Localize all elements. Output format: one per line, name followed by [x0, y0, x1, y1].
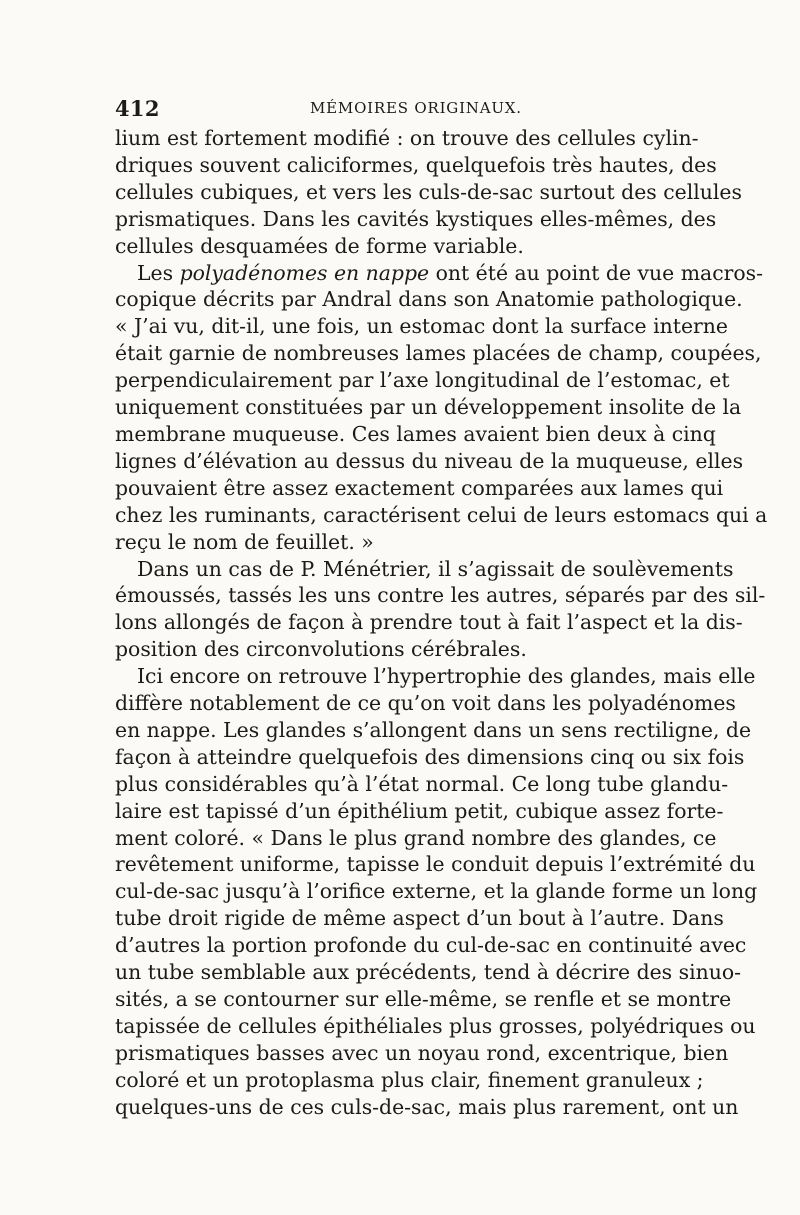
text-line: « J’ai vu, dit-il, une fois, un estomac dont la surface interne — [115, 314, 728, 339]
text-line: coloré et un protoplasma plus clair, finement granuleux ; — [115, 1067, 704, 1092]
paragraph-4 — [115, 663, 758, 1120]
page-number: 412 — [115, 96, 160, 121]
paragraph-2 — [115, 260, 768, 556]
running-head — [115, 96, 685, 122]
running-title: MÉMOIRES ORIGINAUX. — [310, 99, 522, 117]
text-line: prismatiques basses avec un noyau rond, excentrique, bien — [115, 1040, 729, 1065]
text-run: Les — [137, 260, 174, 285]
text-line: diffère notablement de ce qu’on voit dans les polyadénomes — [115, 691, 736, 716]
text-line: cul-de-sac jusqu’à l’orifice externe, et la glande forme un long — [115, 879, 758, 904]
text-line: chez les ruminants, caractérisent celui de leurs estomacs qui a — [115, 502, 768, 527]
text-line: lons allongés de façon à prendre tout à fait l’aspect et la dis- — [115, 610, 743, 635]
paragraph-3 — [115, 556, 766, 664]
text-line: prismatiques. Dans les cavités kystiques elles-mêmes, des — [115, 206, 717, 231]
text-line: uniquement constituées par un développement insolite de la — [115, 395, 742, 420]
text-line: position des circonvolutions cérébrales. — [115, 637, 527, 662]
text-line: tube droit rigide de même aspect d’un bout à l’autre. Dans — [115, 906, 724, 931]
text-line: cellules desquamées de forme variable. — [115, 233, 524, 258]
text-line: laire est tapissé d’un épithélium petit, cubique assez forte- — [115, 798, 724, 823]
text-line: cellules cubiques, et vers les culs-de-sac surtout des cellules — [115, 179, 742, 204]
book-page — [115, 96, 768, 1121]
text-line — [115, 260, 764, 287]
text-line: Ici encore on retrouve l’hypertrophie des glandes, mais elle — [137, 664, 756, 689]
text-line: tapissée de cellules épithéliales plus grosses, polyédriques ou — [115, 1013, 756, 1038]
italic-term: polyadénomes en nappe — [179, 260, 430, 285]
text-line: lium est fortement modifié : on trouve des cellules cylin- — [115, 126, 699, 150]
text-line: driques souvent caliciformes, quelquefois très hautes, des — [115, 152, 717, 177]
text-line: copique décrits par Andral dans son Anatomie pathologique. — [115, 287, 743, 312]
body-text — [115, 125, 768, 1121]
text-line: sités, a se contourner sur elle-même, se renfle et se montre — [115, 987, 732, 1011]
text-line: Dans un cas de P. Ménétrier, il s’agissait de soulèvements — [137, 556, 734, 581]
text-line: pouvaient être assez exactement comparées aux lames qui — [115, 475, 724, 500]
paragraph-1 — [115, 125, 742, 260]
text-line: reçu le nom de feuillet. » — [115, 529, 374, 554]
text-line: d’autres la portion profonde du cul-de-sac en continuité avec — [115, 933, 747, 958]
text-line: lignes d’élévation au dessus du niveau de la muqueuse, elles — [115, 448, 744, 473]
text-line: façon à atteindre quelquefois des dimensions cinq ou six fois — [115, 744, 745, 769]
text-line: revêtement uniforme, tapisse le conduit depuis l’extrémité du — [115, 852, 756, 877]
text-line: plus considérables qu’à l’état normal. Ce long tube glandu- — [115, 771, 729, 796]
text-line: quelques-uns de ces culs-de-sac, mais plus rarement, ont un — [115, 1094, 739, 1119]
text-run: ont été au point de vue macros- — [435, 260, 764, 285]
text-line: un tube semblable aux précédents, tend à décrire des sinuo- — [115, 960, 742, 985]
text-line: ment coloré. « Dans le plus grand nombre des glandes, ce — [115, 825, 717, 850]
text-line: membrane muqueuse. Ces lames avaient bien deux à cinq — [115, 421, 716, 446]
text-line: en nappe. Les glandes s’allongent dans un sens rectiligne, de — [115, 717, 752, 742]
text-line: était garnie de nombreuses lames placées de champ, coupées, — [115, 341, 762, 366]
text-line: perpendiculairement par l’axe longitudinal de l’estomac, et — [115, 368, 730, 393]
text-line: émoussés, tassés les uns contre les autres, séparés par des sil- — [115, 583, 766, 608]
